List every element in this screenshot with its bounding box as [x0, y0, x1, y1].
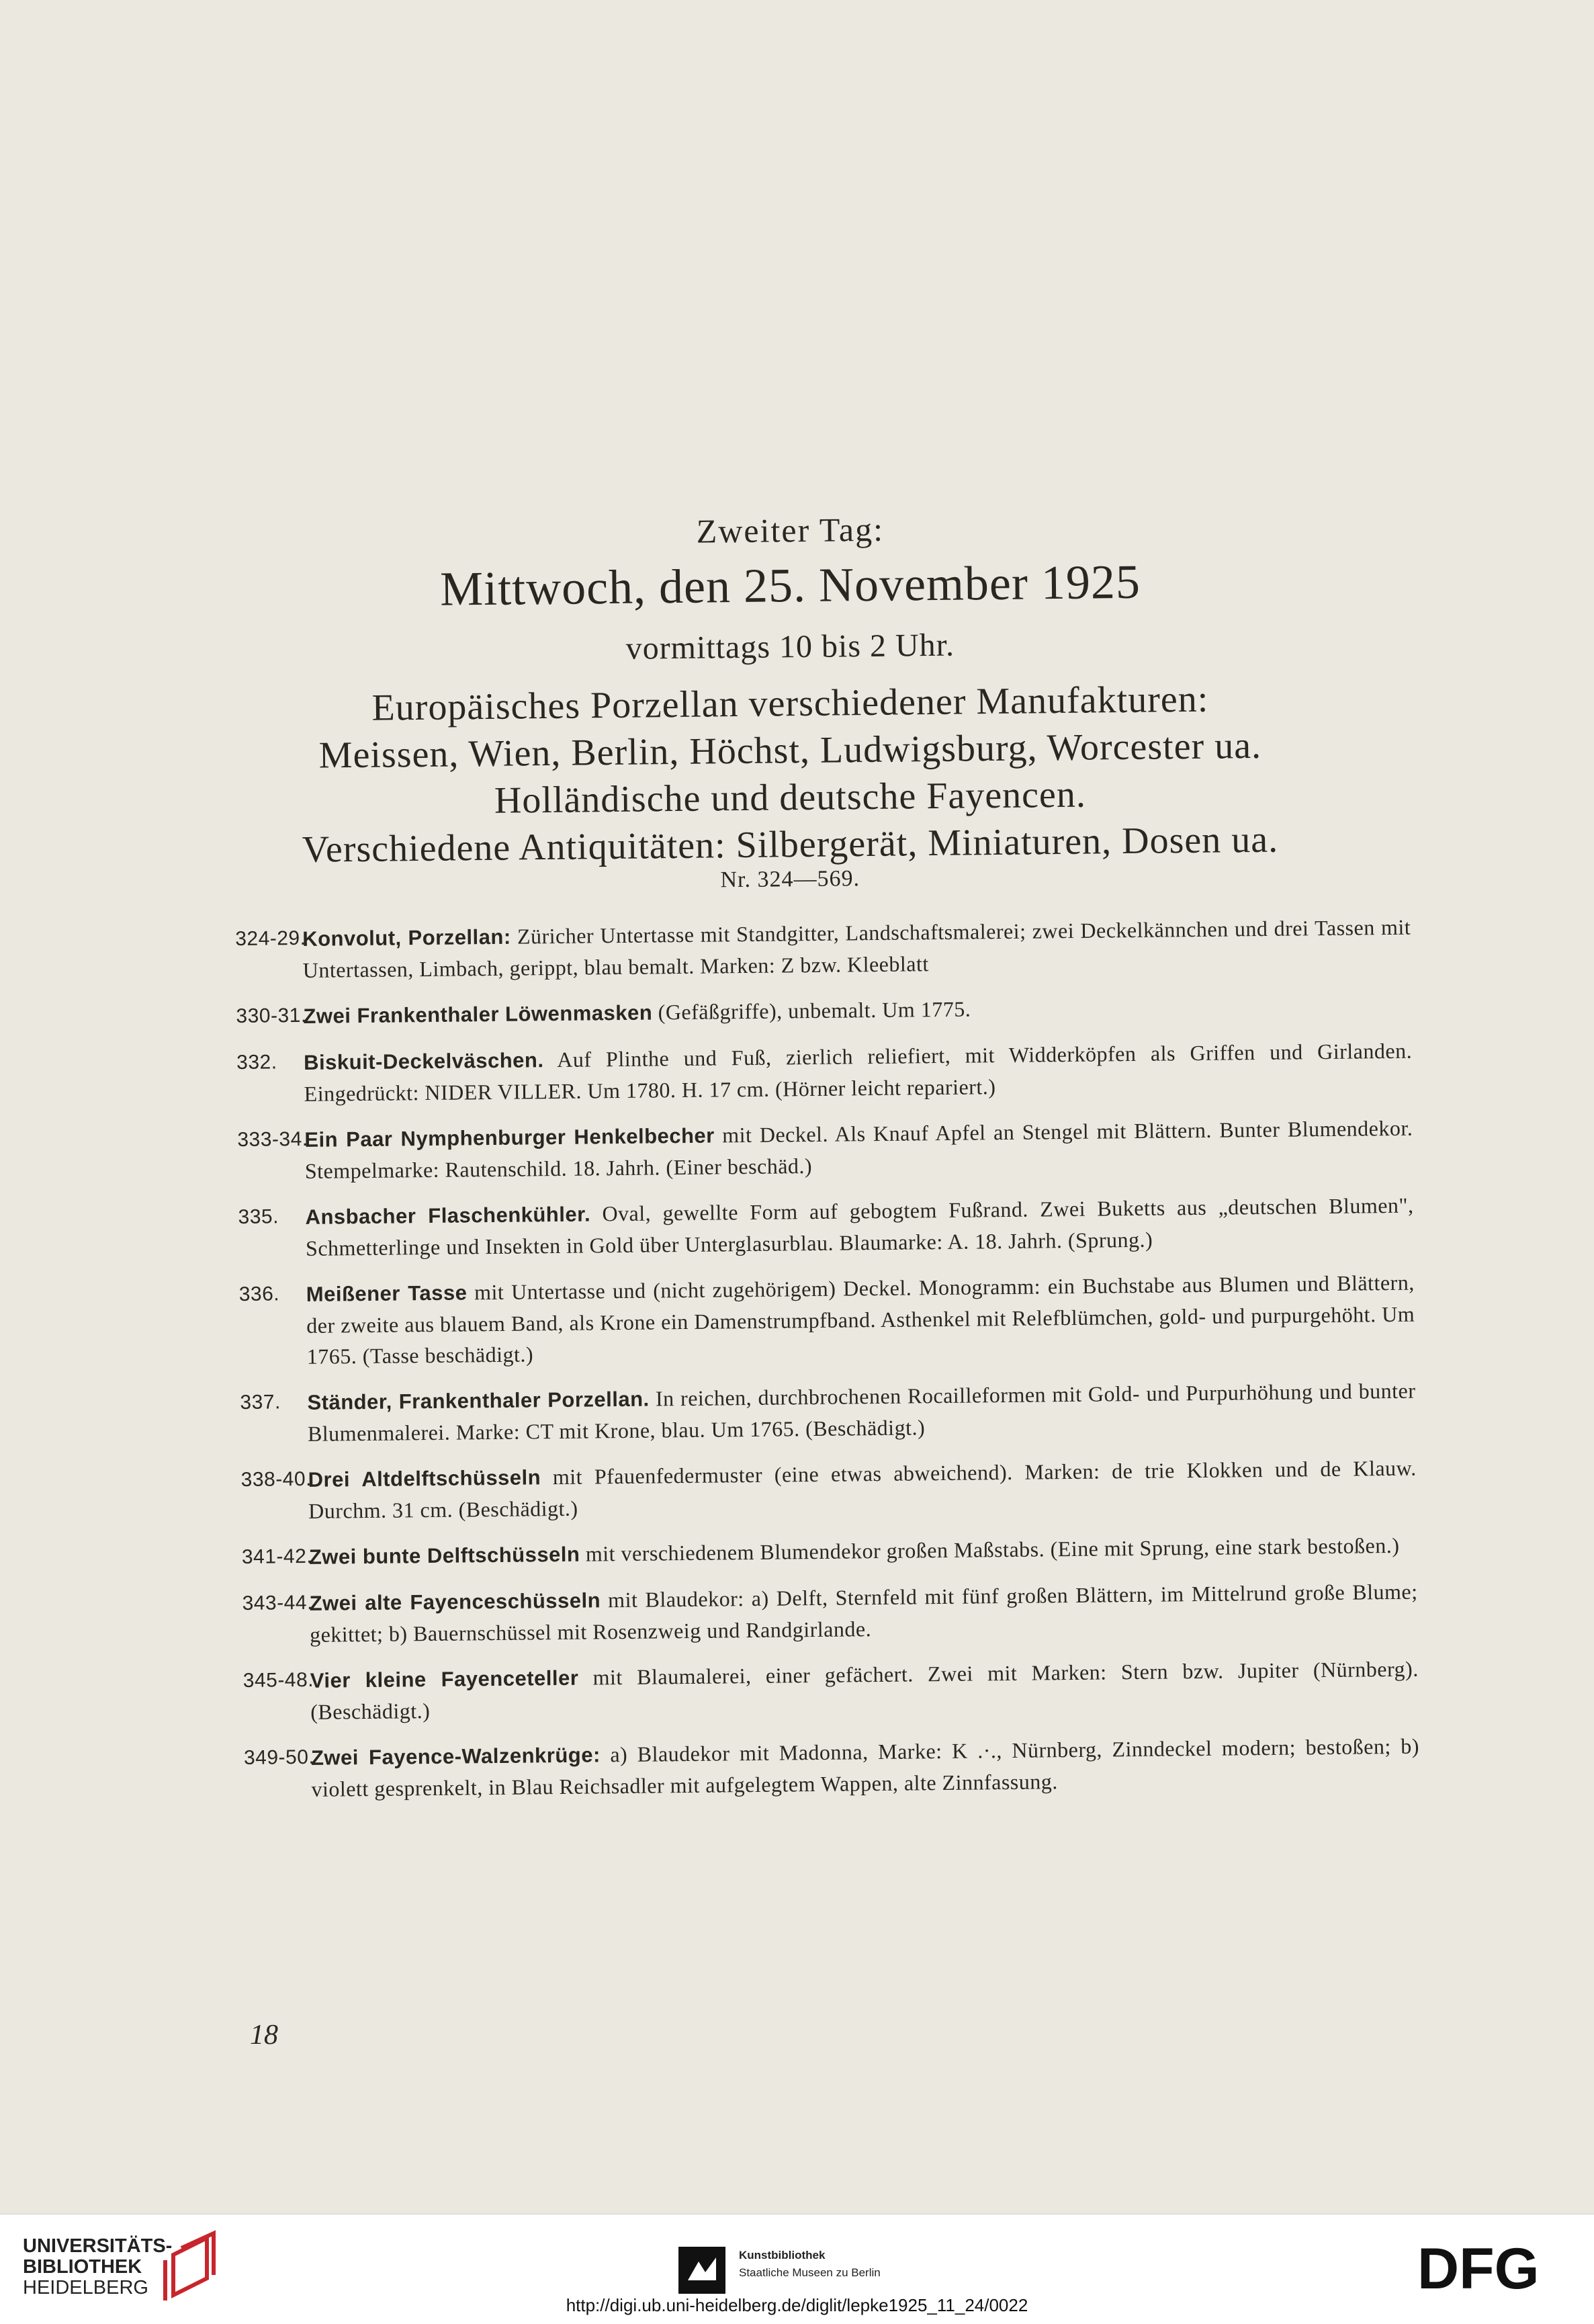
kb-line-1: Kunstbibliothek [739, 2249, 826, 2262]
subtitle-line-1: Europäisches Porzellan verschiedener Manufakturen: [371, 678, 1209, 729]
entry-number: 337. [240, 1391, 281, 1414]
entry-title: Meißener Tasse [306, 1281, 468, 1306]
entry-number: 332. [236, 1051, 277, 1074]
catalog-entry [235, 912, 1411, 986]
catalog-entry [239, 1267, 1415, 1373]
entry-number: 338-40. [240, 1467, 312, 1491]
subtitle-line-2: Meissen, Wien, Berlin, Höchst, Ludwigsburg, Worcester ua. [318, 724, 1262, 777]
day-heading: Zweiter Tag: [696, 510, 885, 550]
catalog-entry [236, 1035, 1413, 1110]
ub-line-2: BIBLIOTHEK [23, 2256, 142, 2278]
catalog-entry [238, 1190, 1414, 1264]
entry-number: 333-34. [237, 1127, 308, 1151]
entry-title: Ständer, Frankenthaler Porzellan. [307, 1387, 650, 1414]
entry-title: Biskuit-Deckelväschen. [303, 1048, 544, 1074]
entry-description: mit Untertasse und (nicht zugehörigem) Deckel. Monogramm: ein Buchstabe aus Blumen und Blättern, der zweite aus blauem Band, als Krone ein Damenstrumpfband. Asthenkel mit Relefblümchen, gold- und purpurgehöht. Um 1765. (Tasse beschädigt.) [306, 1270, 1415, 1369]
catalog-entry [242, 1530, 1417, 1574]
dfg-logo[interactable] [1417, 2241, 1572, 2295]
kb-line-2: Staatliche Museen zu Berlin [739, 2266, 881, 2279]
entry-title: Zwei Frankenthaler Löwenmasken [303, 1000, 653, 1028]
number-range: Nr. 324—569. [720, 866, 860, 893]
entry-description: mit Pfauenfedermuster (eine etwas abweichend). Marken: de trie Klokken und de Klauw. Durchm. 31 cm. (Beschädigt.) [308, 1455, 1417, 1523]
subtitle-line-3: Holländische und deutsche Fayencen. [494, 773, 1087, 822]
permalink-url[interactable]: http://digi.ub.uni-heidelberg.de/diglit/lepke1925_11_24/0022 [566, 2295, 1028, 2315]
entry-title: Ansbacher Flaschenkühler. [305, 1202, 591, 1229]
entry-description: mit verschiedenem Blumendekor großen Maßstabs. (Eine mit Sprung, eine stark bestoßen.) [585, 1533, 1400, 1566]
entry-number: 330-31. [236, 1004, 307, 1027]
catalog-entry [240, 1453, 1417, 1527]
ub-line-1: UNIVERSITÄTS- [23, 2235, 173, 2257]
entry-number: 345-48. [242, 1668, 314, 1692]
entry-number: 343-44. [242, 1591, 314, 1615]
entry-number: 336. [238, 1283, 280, 1305]
entry-description: In reichen, durchbrochenen Rocailleformen mit Gold- und Purpurhöhung und bunter Blumenmalerei. Marke: CT mit Krone, blau. Um 1765. (Beschädigt.) [307, 1378, 1416, 1446]
time-heading: vormittags 10 bis 2 Uhr. [625, 627, 955, 666]
catalog-entry [236, 989, 1411, 1033]
ub-heidelberg-logo-icon[interactable] [160, 2228, 224, 2305]
kunstbibliothek-logo-icon[interactable] [678, 2247, 725, 2294]
catalog-entry [242, 1576, 1418, 1651]
ub-line-3: HEIDELBERG [23, 2277, 148, 2298]
entry-title: Zwei Fayence-Walzenkrüge: [310, 1743, 601, 1770]
entry-title: Vier kleine Fayenceteller [310, 1666, 579, 1692]
entry-description: Auf Plinthe und Fuß, zierlich reliefiert, mit Widderköpfen als Griffen und Girlanden. Eingedrückt: NIDER VILLER. Um 1780. H. 17 cm. (Hörner leicht repariert.) [304, 1038, 1413, 1106]
catalog-entry [243, 1653, 1419, 1728]
entry-description: mit Blaudekor: a) Delft, Sternfeld mit fünf großen Blättern, im Mittelrund große Blume; gekittet; b) Bauernschüssel mit Rosenzweig und Randgirlande. [309, 1579, 1418, 1647]
catalog-entry [237, 1113, 1413, 1187]
entry-title: Konvolut, Porzellan: [302, 924, 511, 951]
entry-number: 341-42. [241, 1545, 313, 1568]
dfg-logo-text: DFG [1417, 2241, 1540, 2295]
footer-bar [0, 2214, 1594, 2324]
entry-number: 349-50. [243, 1746, 315, 1769]
kunstbibliothek-logo-text[interactable] [739, 2247, 881, 2282]
catalog-entry [240, 1375, 1416, 1450]
entry-title: Ein Paar Nymphenburger Henkelbecher [304, 1123, 715, 1152]
ub-heidelberg-logo-text[interactable] [23, 2236, 172, 2298]
subtitle-line-4: Verschiedene Antiquitäten: Silbergerät, Miniaturen, Dosen ua. [302, 818, 1279, 871]
entry-description: mit Blaumalerei, einer gefächert. Zwei mit Marken: Stern bzw. Jupiter (Nürnberg). (Beschädigt.) [310, 1656, 1419, 1724]
catalog-entry [244, 1731, 1420, 1805]
entry-number: 335. [238, 1205, 279, 1228]
page-number: 18 [250, 2020, 278, 2051]
entry-description: Oval, gewellte Form auf gebogtem Fußrand. Zwei Buketts aus „deutschen Blumen", Schmetterlinge und Insekten in Gold über Unterglasurblau. Blaumarke: A. 18. Jahrh. (Sprung.) [305, 1193, 1414, 1260]
date-heading: Mittwoch, den 25. November 1925 [439, 554, 1141, 616]
entry-description: Züricher Untertasse mit Standgitter, Landschaftsmalerei; zwei Deckelkännchen und drei Tassen mit Untertassen, Limbach, gerippt, blau bemalt. Marken: Z bzw. Kleeblatt [302, 914, 1411, 982]
entry-title: Drei Altdelftschüsseln [308, 1465, 541, 1492]
entry-title: Zwei alte Fayenceschüsseln [309, 1588, 601, 1615]
entry-description: (Gefäßgriffe), unbemalt. Um 1775. [658, 996, 971, 1025]
entry-title: Zwei bunte Delftschüsseln [308, 1542, 580, 1569]
catalog-entries [235, 912, 1420, 1820]
entry-number: 324-29. [235, 927, 306, 950]
entry-description: a) Blaudekor mit Madonna, Marke: K .·., Nürnberg, Zinndeckel modern; bestoßen; b) violett gesprenkelt, in Blau Reichsadler mit aufgelegtem Wappen, alte Zinnfassung. [311, 1733, 1420, 1801]
entry-description: mit Deckel. Als Knauf Apfel an Stengel mit Blättern. Bunter Blumendekor. Stempelmarke: Rautenschild. 18. Jahrh. (Einer beschäd.) [304, 1115, 1413, 1183]
